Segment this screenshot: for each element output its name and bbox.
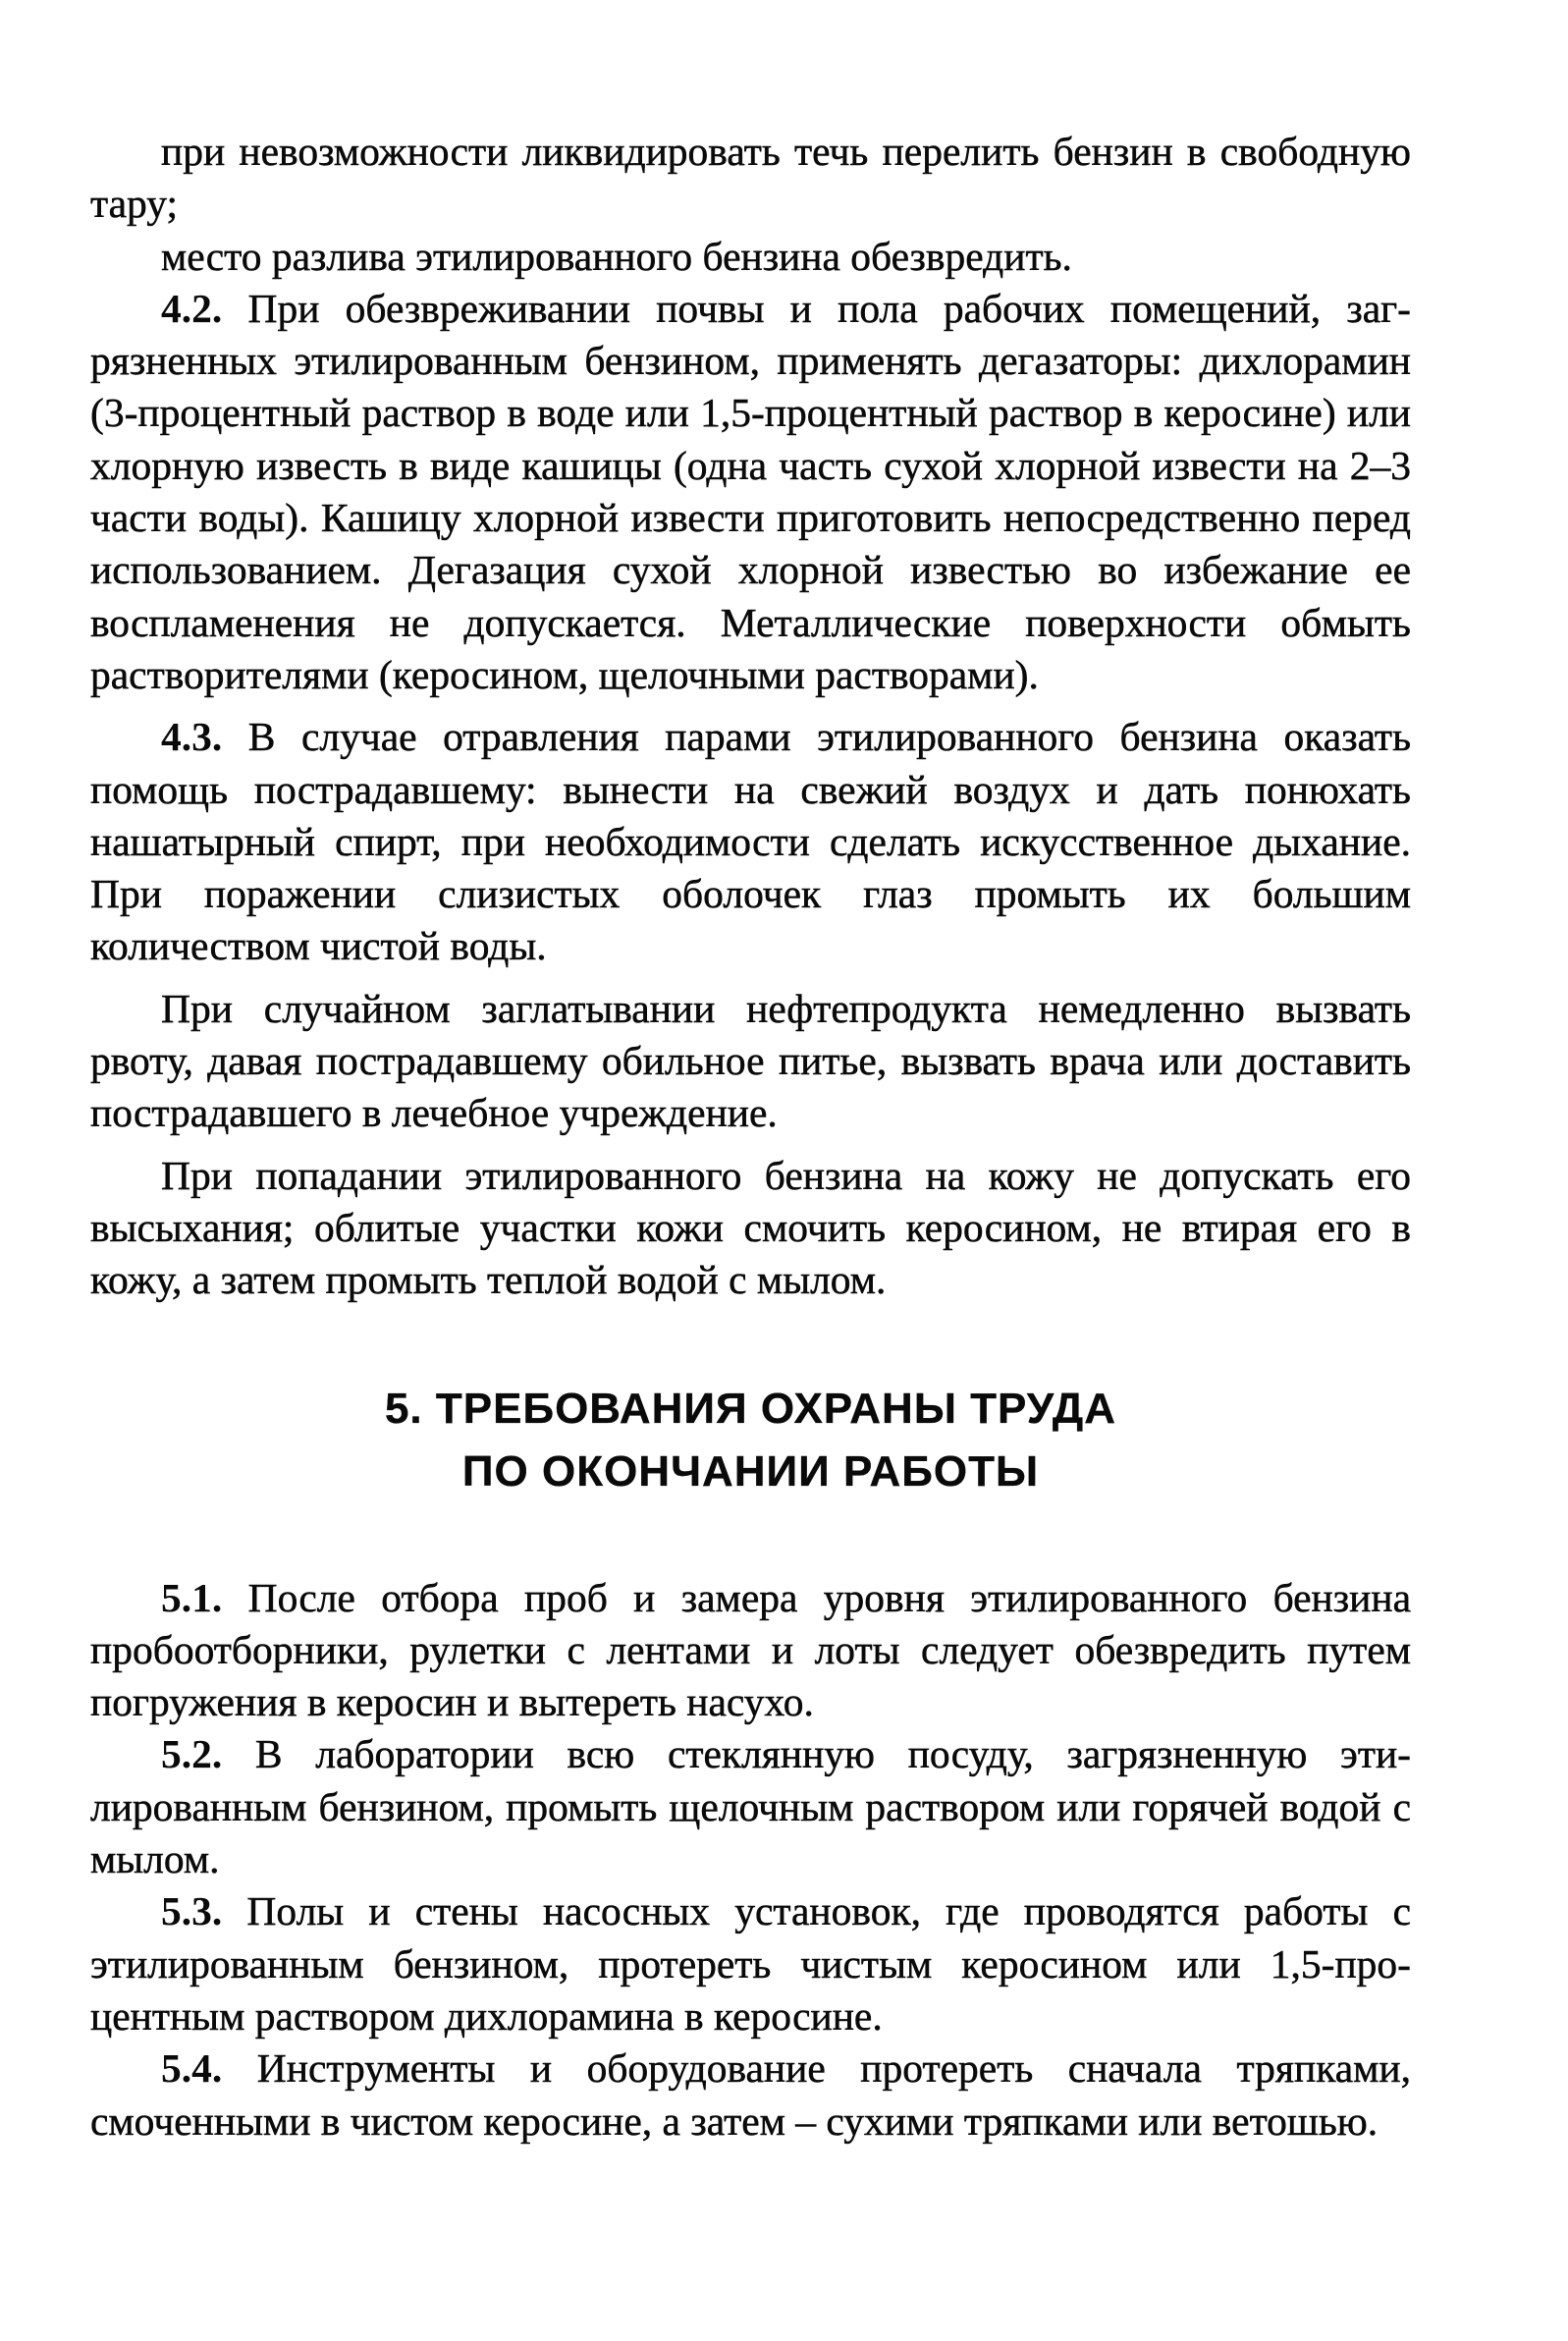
paragraph-4-2 (90, 283, 1411, 701)
paragraph-5-4 (90, 2042, 1411, 2148)
item-text: Полы и стены насосных установок, где проводятся работы с этилированным бензином, протереть чистым керосином или 1,5-процентным раствором дихлорамина в керосине. (90, 1888, 1411, 2039)
item-text: В лаборатории всю стеклянную посуду, загрязненную этилированным бензином, промыть щелочным раствором или горячей водой с мылом. (90, 1731, 1411, 1882)
item-number: 5.4. (161, 2045, 223, 2092)
document-page (90, 126, 1411, 2148)
paragraph-skin-contact: При попадании этилированного бензина на кожу не допускать его высыхания; облитые участки кожи смочить керосином, не втирая его в кожу, а затем промыть теплой водой с мылом. (90, 1152, 1411, 1303)
item-number: 5.2. (161, 1731, 223, 1777)
paragraph-4-3 (90, 711, 1411, 972)
item-number: 5.3. (161, 1888, 223, 1934)
paragraph-swallowing: При случайном заглатывании нефтепродукта немедленно вызвать рвоту, давая пострадавшему обильное питье, вызвать врача или доставить пострадавшего в лечебное учреждение. (90, 985, 1411, 1136)
item-text: В случае отравления парами этилированного бензина оказать помощь пострадавшему: вынести на свежий воздух и дать понюхать нашатырный спирт, при необходимости сделать искусственное дыхание. При поражении слизистых оболочек глаз промыть их большим количеством чистой воды. (90, 714, 1411, 969)
paragraph-pour-gasoline: при невозможности ликвидировать течь перелить бензин в свободную тару; (90, 129, 1411, 227)
paragraph-5-2 (90, 1728, 1411, 1885)
item-text: После отбора проб и замера уровня этилированного бензина пробоотборники, рулетки с лентами и лоты следует обезвредить путем погружения в керосин и вытереть насухо. (90, 1574, 1411, 1725)
item-number: 4.2. (161, 285, 223, 331)
paragraph-5-3 (90, 1885, 1411, 2042)
paragraph-neutralize-spill: место разлива этилированного бензина обезвредить. (161, 233, 1072, 279)
section-heading-line-1: 5. ТРЕБОВАНИЯ ОХРАНЫ ТРУДА (384, 1384, 1117, 1433)
item-number: 4.3. (161, 714, 223, 760)
paragraph-5-1 (90, 1572, 1411, 1729)
item-text: Инструменты и оборудование протереть сначала тряпками, смоченными в чистом керосине, а затем – сухими тряпками или ветошью. (90, 2045, 1411, 2144)
item-text: При обезвреживании почвы и пола рабочих помещений, загрязненных этилированным бензином, применять дегазаторы: дихлорамин (3-процентный раствор в воде или 1,5-процентный раствор в керосине) или хлорную известь в виде кашицы (одна часть сухой хлорной извести на 2–3 части воды). Кашицу хлорной извести приготовить непосредственно перед использованием. Дегазация сухой хлорной известью во избежание ее воспламенения не допускается. Металлические поверхности обмыть растворителями (керосином, щелочными растворами). (90, 285, 1411, 697)
section-heading (90, 1378, 1411, 1503)
item-number: 5.1. (161, 1574, 223, 1620)
section-heading-line-2: ПО ОКОНЧАНИИ РАБОТЫ (461, 1446, 1040, 1496)
